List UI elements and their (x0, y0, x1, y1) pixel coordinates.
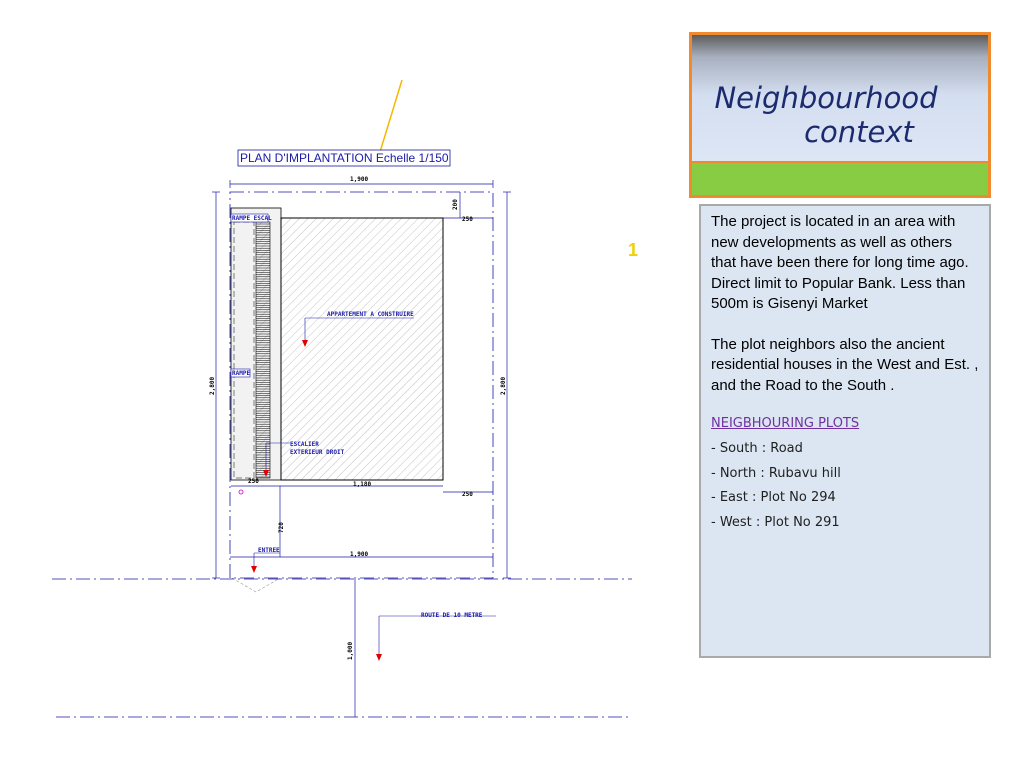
label-ramp-escal: RAMPE ESCAL (232, 215, 272, 222)
label-entry: ENTREE (258, 547, 280, 554)
neighbouring-plots-list (711, 437, 979, 535)
title-accent-bar (692, 161, 988, 195)
label-stair-1: ESCALIER (290, 441, 319, 448)
label-road: ROUTE DE 10 METRE (421, 612, 483, 619)
neighbour-item-north: - North : Rubavu hill (711, 465, 841, 481)
neighbouring-plots-heading: NEIGBHOURING PLOTS (711, 416, 860, 431)
title-banner (689, 32, 991, 198)
dim-250-top: 250 (462, 216, 473, 223)
dim-bottom-width: 1,900 (350, 551, 369, 558)
arrow-entry (251, 566, 257, 573)
label-stair-2: EXTERIEUR DROIT (290, 449, 345, 456)
label-apartment: APPARTEMENT A CONSTRUIRE (327, 311, 414, 318)
slide-marker: 1 (628, 240, 639, 260)
dim-720: 720 (278, 522, 285, 533)
neighbour-item-east: - East : Plot No 294 (711, 490, 836, 505)
label-ramp-side: RAMPE (232, 370, 251, 377)
dim-250-bottom-right: 250 (462, 491, 473, 498)
plan-title: PLAN D'IMPLANTATION Echelle 1/150 (240, 151, 449, 165)
dim-200: 200 (452, 199, 459, 210)
dim-top-width: 1,900 (350, 176, 369, 183)
neighbour-item-south: - South : Road (711, 441, 803, 456)
title-leader-line (380, 80, 402, 152)
page-title-line-2: context (804, 115, 914, 149)
page-title-line-1: Neighbourhood (714, 81, 938, 115)
dim-right-height: 2,800 (500, 376, 507, 395)
dim-1000: 1,000 (347, 641, 354, 660)
arrow-road (376, 654, 382, 661)
description-paragraph-1: The project is located in an area with new developments as well as others that have been there for long time ago. Direct limit to Popular Bank. Less than 500m is Gisenyi Market (711, 213, 969, 312)
description-paragraph-2: The plot neighbors also the ancient residential houses in the West and Est. , and the Road to the South . (711, 335, 979, 394)
page-title (692, 81, 988, 149)
dim-1180: 1,180 (353, 481, 372, 488)
neighbour-item-west: - West : Plot No 291 (711, 514, 840, 530)
dim-left-height: 2,800 (209, 376, 216, 395)
dim-250-bottom-left: 250 (248, 478, 259, 485)
context-panel (699, 204, 991, 658)
